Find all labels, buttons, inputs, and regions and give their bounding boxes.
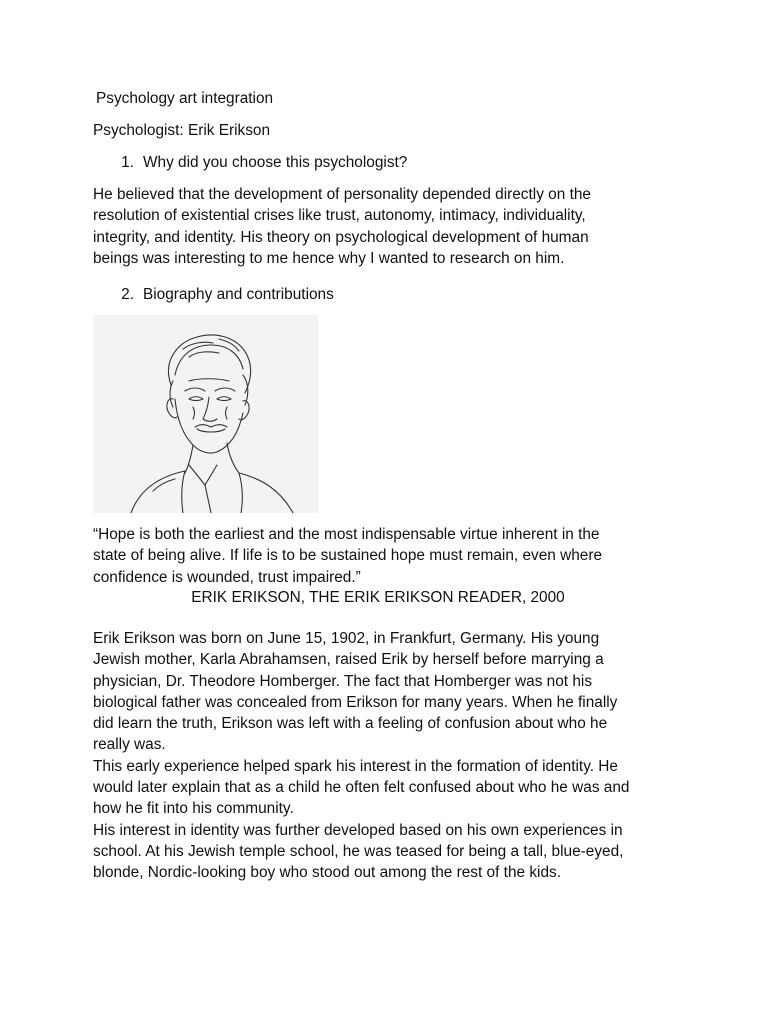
quote-paragraph <box>93 524 663 588</box>
quote-attribution: ERIK ERIKSON, THE ERIK ERIKSON READER, 2000 <box>191 589 565 606</box>
answer-1-line: integrity, and identity. His theory on psychological development of human <box>93 228 589 246</box>
bio-line: This early experience helped spark his interest in the formation of identity. He <box>93 757 618 775</box>
bio-line: would later explain that as a child he often felt confused about who he was and <box>93 779 630 797</box>
answer-1-line: beings was interesting to me hence why I wanted to research on him. <box>93 249 565 267</box>
answer-1-line: He believed that the development of personality depended directly on the <box>93 186 591 203</box>
question-1-number: 1. <box>121 154 134 171</box>
answer-1-line: resolution of existential crises like trust, autonomy, intimacy, individuality, <box>93 207 586 225</box>
bio-line: biological father was concealed from Erikson for many years. When he finally <box>93 693 618 711</box>
erikson-portrait-sketch <box>93 315 318 513</box>
bio-line: physician, Dr. Theodore Homberger. The fact that Homberger was not his <box>93 672 593 690</box>
bio-line: blonde, Nordic-looking boy who stood out among the rest of the kids. <box>93 864 561 882</box>
doc-title: Psychology art integration <box>96 90 274 107</box>
question-2-number: 2. <box>121 286 134 303</box>
question-1-text: Why did you choose this psychologist? <box>143 154 408 171</box>
quote-line: state of being alive. If life is to be sustained hope must remain, even where <box>93 547 603 565</box>
bio-line: how he fit into his community. <box>93 800 294 818</box>
bio-line: did learn the truth, Erikson was left with a feeling of confusion about who he <box>93 715 608 733</box>
psychologist-line: Psychologist: Erik Erikson <box>93 122 271 139</box>
answer-1-paragraph <box>93 184 663 269</box>
quote-line: confidence is wounded, trust impaired.” <box>93 568 361 586</box>
bio-line: Erik Erikson was born on June 15, 1902, in Frankfurt, Germany. His young <box>93 630 600 647</box>
bio-line: really was. <box>93 736 166 754</box>
bio-line: His interest in identity was further developed based on his own experiences in <box>93 821 623 839</box>
quote-line: “Hope is both the earliest and the most indispensable virtue inherent in the <box>93 526 600 543</box>
biography-paragraph <box>93 628 663 884</box>
bio-line: Jewish mother, Karla Abrahamsen, raised Erik by herself before marrying a <box>93 651 604 669</box>
question-2 <box>110 284 334 305</box>
question-2-text: Biography and contributions <box>143 286 334 303</box>
bio-line: school. At his Jewish temple school, he was teased for being a tall, blue-eyed, <box>93 842 624 860</box>
question-1 <box>110 152 407 173</box>
